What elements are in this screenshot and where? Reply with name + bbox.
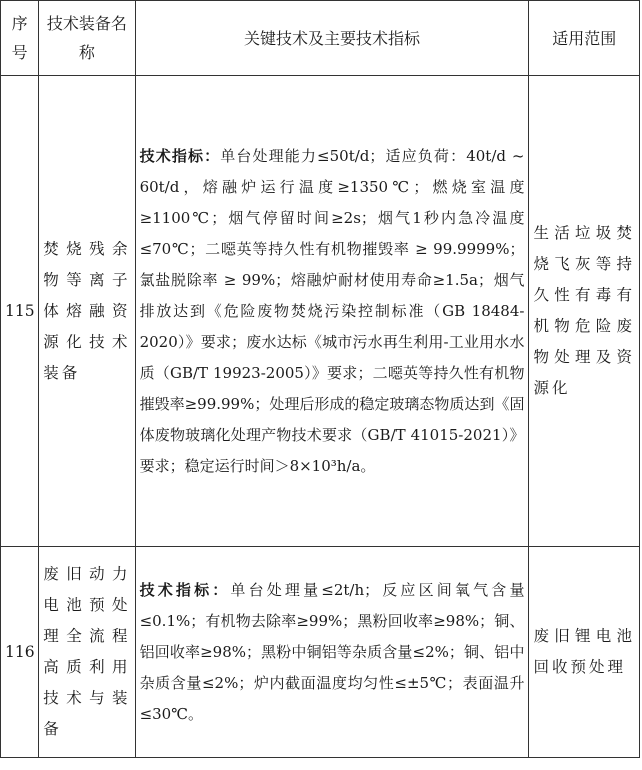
row-tech — [135, 76, 529, 547]
tech-label: 技术指标： — [139, 146, 221, 165]
row-scope: 废旧锂电池回收预处理 — [529, 547, 640, 758]
row-name: 废旧动力电池预处理全流程高质利用技术与装备 — [39, 547, 135, 758]
row-scope: 生活垃圾焚烧飞灰等持久性有毒有机物危险废物处理及资源化 — [529, 76, 640, 547]
table-header-row — [1, 1, 640, 76]
header-tech: 关键技术及主要技术指标 — [135, 1, 529, 76]
row-name: 焚烧残余物等离子体熔融资源化技术装备 — [39, 76, 135, 547]
table-row — [1, 547, 640, 758]
header-scope: 适用范围 — [529, 1, 640, 76]
row-seq: 116 — [1, 547, 39, 758]
tech-label: 技术指标： — [139, 580, 231, 599]
row-tech — [135, 547, 529, 758]
header-name: 技术装备名称 — [39, 1, 135, 76]
table-row — [1, 76, 640, 547]
tech-text: 单台处理能力≤50t/d；适应负荷：40t/d ~ 60t/d，熔融炉运行温度≥1350℃；燃烧室温度≥1100℃；烟气停留时间≥2s；烟气1秒内急冷温度≤70℃；二噁英等持久性有机物摧毁率 ≥ 99.9999%；氯盐脱除率 ≥ 99%；熔融炉耐材使用寿命≥1.5a；烟气排放达到《危险废物焚烧污染控制标准（GB 18484-2020）》要求；废水达标《城市污水再生利用-工业用水水质（GB/T 19923-2005）》要求；二噁英等持久性有机物摧毁率≥99.99%；处理后形成的稳定玻璃态物质达到《固体废物玻璃化处理产物技术要求（GB/T 41015-2021）》要求；稳定运行时间＞8×10³h/a。 — [139, 146, 525, 475]
tech-text: 单台处理量≤2t/h；反应区间氧气含量≤0.1%；有机物去除率≥99%；黑粉回收率≥98%；铜、铝回收率≥98%；黑粉中铜铝等杂质含量≤2%；铜、铝中杂质含量≤2%；炉内截面温度均匀性≤±5℃；表面温升≤30℃。 — [139, 580, 525, 723]
header-seq: 序号 — [1, 1, 39, 76]
row-seq: 115 — [1, 76, 39, 547]
